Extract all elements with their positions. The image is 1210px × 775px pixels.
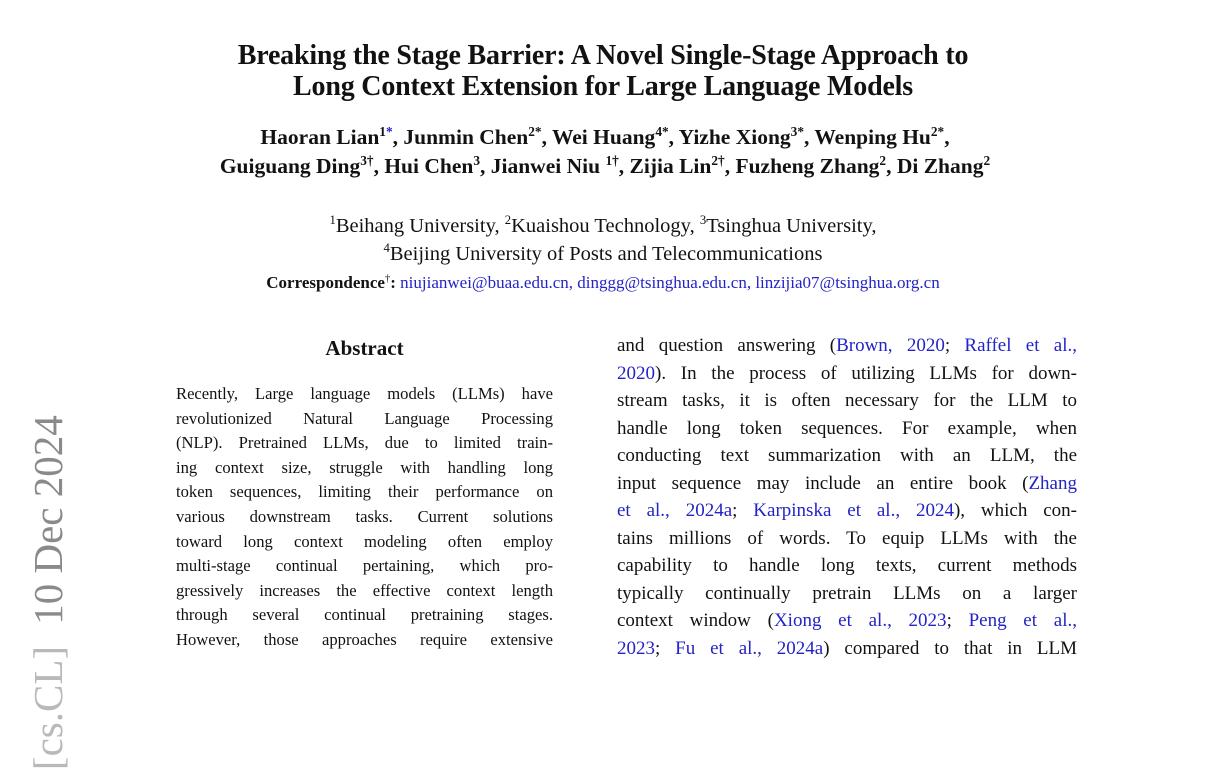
text-segment: , Wei Huang: [541, 125, 656, 149]
author-block: [0, 123, 1210, 181]
author-line-1: [0, 123, 1210, 152]
affiliation-line-1: [0, 212, 1206, 240]
text-segment: 2: [983, 152, 991, 168]
text-segment: , Di Zhang: [886, 154, 984, 178]
citation-link[interactable]: Xiong et al., 2023: [773, 610, 947, 632]
citation-link[interactable]: Brown, 2020: [836, 335, 945, 356]
text-segment: , Jianwei Niu: [480, 154, 606, 178]
text-segment: , Junmin Chen: [392, 125, 529, 149]
abstract-line: various downstream tasks. Current solutions: [176, 507, 553, 527]
text-segment: handle long token sequences. For example, when: [617, 417, 1077, 439]
citation-link[interactable]: Karpinska et al., 2024: [753, 500, 954, 522]
text-segment: ,: [944, 125, 950, 149]
abstract-line: toward long context modeling often employ: [176, 531, 553, 551]
citation-link[interactable]: et al., 2024a: [617, 500, 733, 522]
abstract-line: ing context size, struggle with handling long: [176, 457, 553, 477]
intro-line: [617, 442, 1077, 470]
text-segment: , Yizhe Xiong: [668, 125, 791, 149]
text-segment: , Zijia Lin: [618, 154, 712, 178]
text-segment: 3*: [790, 123, 804, 139]
citation-link[interactable]: Peng et al.,: [968, 610, 1077, 632]
text-segment: , Wenping Hu: [804, 125, 931, 149]
text-segment: 2: [879, 152, 887, 168]
intro-line: [617, 552, 1077, 580]
text-segment: 4: [383, 241, 390, 256]
text-segment: 1: [379, 123, 386, 139]
text-segment: Haoran Lian: [260, 125, 380, 149]
intro-line: [617, 607, 1077, 635]
arxiv-date-stamp: 10 Dec 2024: [25, 415, 71, 625]
abstract-line: revolutionized Natural Language Processing: [176, 408, 553, 428]
intro-line: [617, 470, 1077, 498]
intro-line: [617, 332, 1077, 360]
text-segment: 4*: [655, 123, 669, 139]
abstract-line: Recently, Large language models (LLMs) have: [176, 384, 553, 403]
text-segment: ;: [944, 335, 965, 356]
paper-title: [0, 40, 1206, 102]
citation-link[interactable]: Zhang: [1028, 472, 1077, 494]
correspondence-line: [0, 271, 1206, 295]
text-segment: :: [390, 273, 401, 292]
text-segment: 2: [504, 213, 512, 228]
arxiv-category-stamp: [cs.CL]: [25, 645, 71, 771]
text-segment: Beihang University,: [335, 215, 505, 237]
text-segment: stream tasks, it is often necessary for the LLM to: [617, 390, 1077, 412]
introduction-column: [617, 332, 1077, 663]
text-segment: context window (: [617, 610, 774, 632]
text-segment: ;: [732, 500, 754, 522]
text-segment: Tsinghua University,: [706, 215, 877, 237]
intro-line: [617, 415, 1077, 443]
intro-line: [617, 387, 1077, 415]
title-line-2: Long Context Extension for Large Language Models: [293, 71, 913, 102]
text-segment: and question answering (: [617, 335, 837, 356]
text-segment: , Hui Chen: [373, 154, 474, 178]
abstract-column: [176, 382, 553, 653]
text-segment: 3: [699, 213, 707, 228]
intro-line: [617, 360, 1077, 388]
text-segment: capability to handle long texts, current methods: [617, 555, 1077, 577]
intro-line: [617, 580, 1077, 608]
text-segment: input sequence may include an entire book (: [617, 472, 1029, 494]
text-segment: 2*: [930, 123, 945, 139]
text-segment: tains millions of words. To equip LLMs with the: [617, 527, 1077, 549]
title-line-1: Breaking the Stage Barrier: A Novel Single-Stage Approach to: [237, 40, 969, 71]
abstract-line: through several continual pretraining stages.: [176, 605, 553, 625]
text-segment: 2†: [711, 152, 725, 168]
intro-line: [617, 525, 1077, 553]
text-segment: ;: [946, 610, 969, 632]
text-segment: Kuaishou Technology,: [511, 215, 700, 237]
citation-link[interactable]: 2023: [617, 638, 655, 660]
text-segment: Guiguang Ding: [219, 154, 361, 178]
intro-line: [617, 635, 1077, 663]
text-segment: typically continually pretrain LLMs on a larger: [617, 582, 1077, 604]
text-segment: ). In the process of utilizing LLMs for down-: [655, 362, 1077, 384]
abstract-line: (NLP). Pretrained LLMs, due to limited train-: [176, 433, 553, 453]
abstract-line: multi-stage continual pertaining, which pro-: [176, 556, 553, 576]
citation-link[interactable]: Fu et al., 2024a: [675, 638, 824, 660]
affiliation-line-2: [0, 240, 1206, 268]
text-segment: 3: [473, 152, 480, 168]
text-segment: 1: [329, 213, 336, 228]
text-segment: †: [384, 273, 391, 285]
text-segment: 2*: [528, 123, 542, 139]
text-segment: 3†: [360, 152, 374, 168]
text-segment: ;: [655, 638, 676, 660]
affiliation-block: [0, 212, 1206, 268]
abstract-line: token sequences, limiting their performance on: [176, 482, 553, 502]
text-segment: 1†: [605, 152, 619, 168]
abstract-heading: Abstract: [325, 336, 404, 360]
text-segment: ), which con-: [953, 500, 1078, 522]
abstract-line: However, those approaches require extensive: [176, 630, 553, 650]
text-segment: Beijing University of Posts and Telecommunications: [389, 243, 823, 265]
author-line-2: [0, 152, 1210, 181]
footnote-link[interactable]: *: [385, 123, 393, 139]
text-segment: ) compared to that in LLM: [823, 638, 1077, 660]
citation-link[interactable]: 2020: [617, 362, 655, 384]
text-segment: , Fuzheng Zhang: [724, 154, 880, 178]
text-segment: conducting text summarization with an LLM, the: [617, 445, 1077, 467]
citation-link[interactable]: Raffel et al.,: [964, 335, 1077, 356]
abstract-line: gressively increases the effective context length: [176, 580, 553, 600]
text-segment: Correspondence: [266, 273, 385, 292]
intro-line: [617, 497, 1077, 525]
email-links[interactable]: niujianwei@buaa.edu.cn, dinggg@tsinghua.edu.cn, linzijia07@tsinghua.org.cn: [400, 273, 940, 292]
